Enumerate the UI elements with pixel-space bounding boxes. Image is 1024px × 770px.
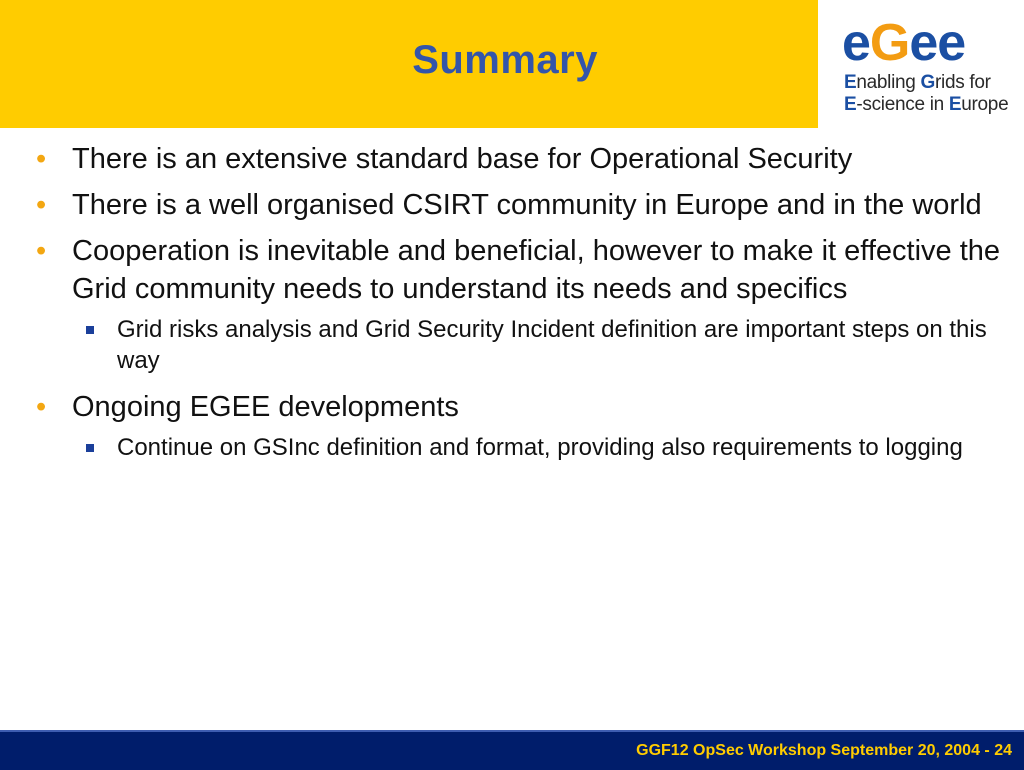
- square-bullet-icon: [86, 444, 94, 452]
- bullet-dot-icon: •: [36, 391, 47, 423]
- footer-bar: [0, 730, 1024, 770]
- sub-bullet-text: Grid risks analysis and Grid Security Incident definition are important steps on this way: [117, 316, 987, 374]
- bullet-list: [36, 140, 1000, 475]
- header-band: [0, 0, 818, 128]
- sub-bullet-item: [80, 432, 1000, 463]
- logo-tagline-line1: Enabling Grids for: [844, 72, 991, 93]
- bullet-item: [36, 140, 1000, 178]
- footer-text: GGF12 OpSec Workshop September 20, 2004 - 24: [636, 742, 1012, 759]
- bullet-dot-icon: •: [36, 235, 47, 267]
- bullet-text: Ongoing EGEE developments: [72, 391, 459, 423]
- bullet-item: [36, 186, 1000, 224]
- bullet-text: There is an extensive standard base for Operational Security: [72, 143, 853, 175]
- bullet-dot-icon: •: [36, 189, 47, 221]
- bullet-dot-icon: •: [36, 143, 47, 175]
- square-bullet-icon: [86, 326, 94, 334]
- bullet-text: Cooperation is inevitable and beneficial, however to make it effective the Grid community needs to understand its needs and specifics: [72, 235, 1001, 305]
- bullet-text: There is a well organised CSIRT community in Europe and in the world: [72, 189, 982, 221]
- sub-bullet-text: Continue on GSInc definition and format, providing also requirements to logging: [117, 434, 963, 461]
- logo-tagline-line2: E-science in Europe: [844, 94, 1009, 115]
- bullet-item: [36, 388, 1000, 426]
- bullet-item: [36, 232, 1000, 308]
- slide-title: Summary: [412, 38, 598, 82]
- egee-logo-mark: eGee: [842, 14, 966, 72]
- sub-bullet-item: [80, 314, 1000, 376]
- egee-logo: [818, 0, 1024, 128]
